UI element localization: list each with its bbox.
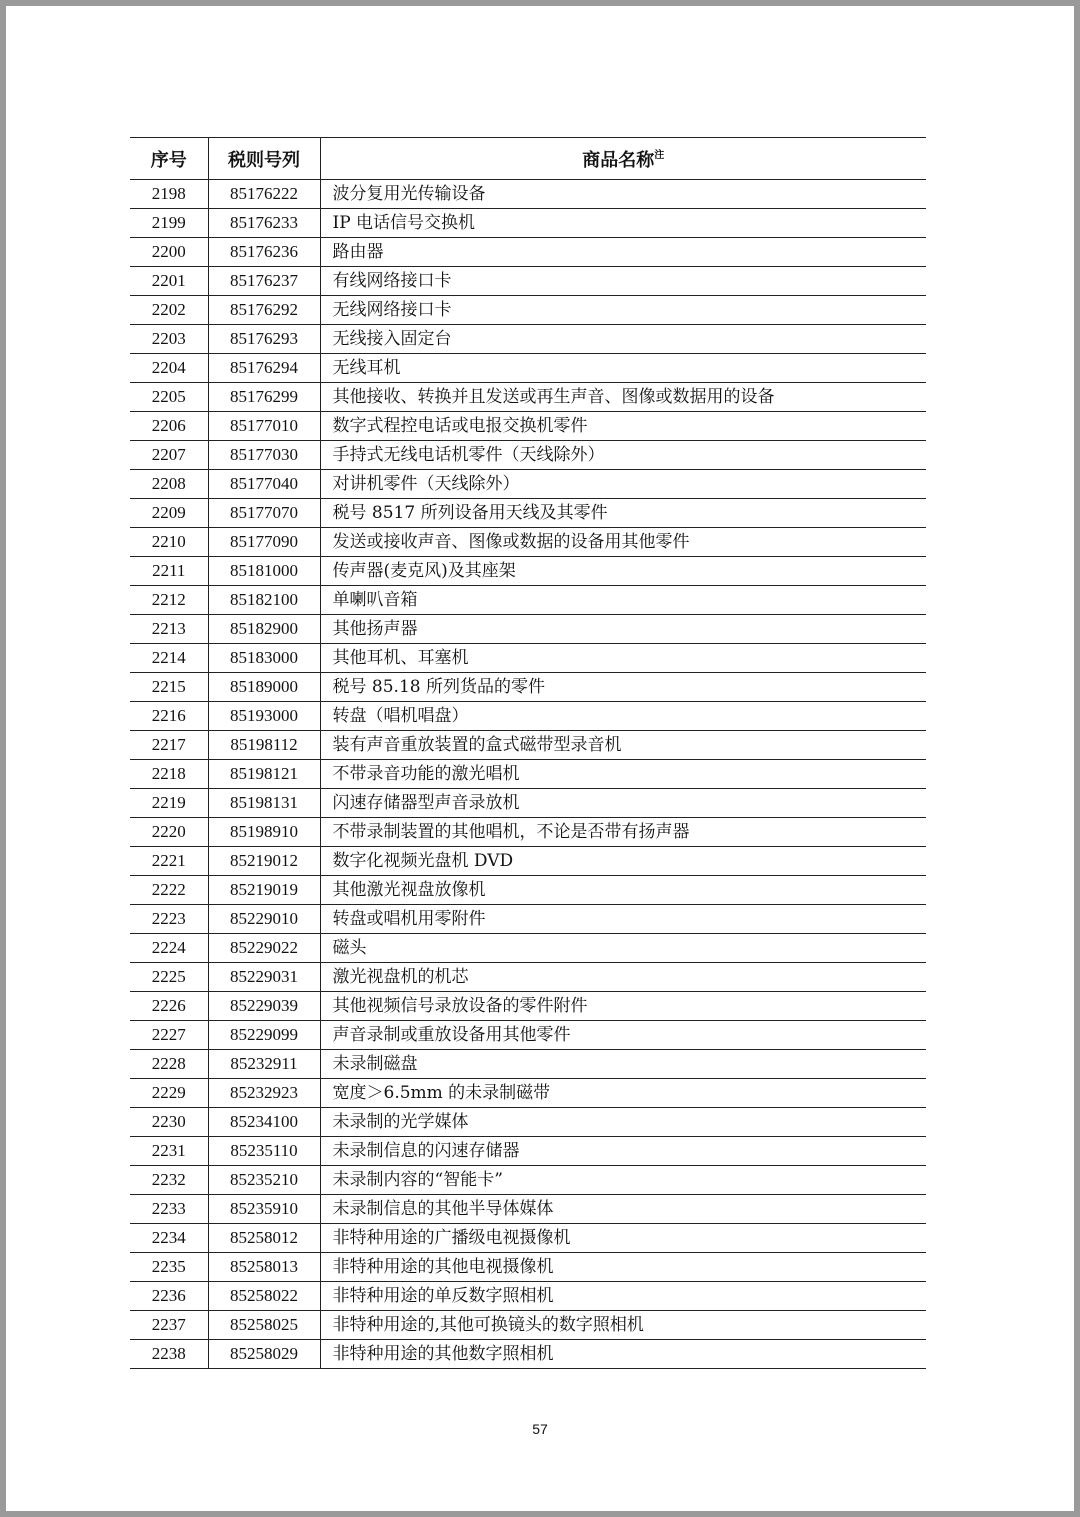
table-row (130, 267, 926, 296)
tariff-code-cell: 85193000 (208, 702, 320, 731)
table-row (130, 1137, 926, 1166)
serial-number-cell: 2231 (130, 1137, 208, 1166)
tariff-code-cell: 85176293 (208, 325, 320, 354)
table-row (130, 1050, 926, 1079)
tariff-code-cell: 85176292 (208, 296, 320, 325)
table-row (130, 963, 926, 992)
tariff-code-cell: 85229039 (208, 992, 320, 1021)
product-name-cell: 单喇叭音箱 (320, 586, 926, 615)
tariff-code-cell: 85182900 (208, 615, 320, 644)
tariff-code-cell: 85229031 (208, 963, 320, 992)
table-row (130, 296, 926, 325)
table-row (130, 644, 926, 673)
table-row (130, 557, 926, 586)
tariff-code-cell: 85258022 (208, 1282, 320, 1311)
product-name-cell: 激光视盘机的机芯 (320, 963, 926, 992)
table-row (130, 441, 926, 470)
product-name-cell: 对讲机零件（天线除外） (320, 470, 926, 499)
product-name-cell: 其他视频信号录放设备的零件附件 (320, 992, 926, 1021)
tariff-code-cell: 85258012 (208, 1224, 320, 1253)
tariff-code-cell: 85258029 (208, 1340, 320, 1369)
product-name-cell: 装有声音重放装置的盒式磁带型录音机 (320, 731, 926, 760)
tariff-code-cell: 85177010 (208, 412, 320, 441)
serial-number-cell: 2206 (130, 412, 208, 441)
product-name-cell: 其他扬声器 (320, 615, 926, 644)
tariff-code-cell: 85229099 (208, 1021, 320, 1050)
serial-number-cell: 2216 (130, 702, 208, 731)
table-body (130, 180, 926, 1369)
tariff-code-cell: 85189000 (208, 673, 320, 702)
tariff-code-cell: 85229022 (208, 934, 320, 963)
header-tariff-code: 税则号列 (208, 138, 320, 180)
tariff-code-cell: 85198112 (208, 731, 320, 760)
product-name-cell: 波分复用光传输设备 (320, 180, 926, 209)
serial-number-cell: 2209 (130, 499, 208, 528)
table-row (130, 1340, 926, 1369)
serial-number-cell: 2235 (130, 1253, 208, 1282)
tariff-code-cell: 85176222 (208, 180, 320, 209)
table-row (130, 383, 926, 412)
table-row (130, 1253, 926, 1282)
tariff-code-cell: 85235110 (208, 1137, 320, 1166)
table-row (130, 1195, 926, 1224)
product-name-cell: 磁头 (320, 934, 926, 963)
product-name-cell: 未录制的光学媒体 (320, 1108, 926, 1137)
page-number: 57 (532, 1421, 548, 1437)
product-name-cell: 不带录制装置的其他唱机，不论是否带有扬声器 (320, 818, 926, 847)
serial-number-cell: 2226 (130, 992, 208, 1021)
tariff-code-cell: 85198910 (208, 818, 320, 847)
table-row (130, 528, 926, 557)
product-name-cell: IP 电话信号交换机 (320, 209, 926, 238)
serial-number-cell: 2215 (130, 673, 208, 702)
tariff-table (130, 137, 926, 1369)
serial-number-cell: 2198 (130, 180, 208, 209)
tariff-code-cell: 85258025 (208, 1311, 320, 1340)
serial-number-cell: 2207 (130, 441, 208, 470)
serial-number-cell: 2217 (130, 731, 208, 760)
product-name-cell: 声音录制或重放设备用其他零件 (320, 1021, 926, 1050)
serial-number-cell: 2228 (130, 1050, 208, 1079)
product-name-cell: 无线网络接口卡 (320, 296, 926, 325)
tariff-code-cell: 85229010 (208, 905, 320, 934)
table-row (130, 180, 926, 209)
tariff-code-cell: 85176299 (208, 383, 320, 412)
product-name-cell: 非特种用途的广播级电视摄像机 (320, 1224, 926, 1253)
serial-number-cell: 2222 (130, 876, 208, 905)
product-name-cell: 税号 8517 所列设备用天线及其零件 (320, 499, 926, 528)
product-name-cell: 非特种用途的其他数字照相机 (320, 1340, 926, 1369)
serial-number-cell: 2229 (130, 1079, 208, 1108)
tariff-code-cell: 85232923 (208, 1079, 320, 1108)
product-name-cell: 未录制信息的闪速存储器 (320, 1137, 926, 1166)
serial-number-cell: 2219 (130, 789, 208, 818)
product-name-cell: 其他耳机、耳塞机 (320, 644, 926, 673)
table-row (130, 325, 926, 354)
serial-number-cell: 2211 (130, 557, 208, 586)
product-name-cell: 数字式程控电话或电报交换机零件 (320, 412, 926, 441)
serial-number-cell: 2234 (130, 1224, 208, 1253)
table-row (130, 905, 926, 934)
table-row (130, 702, 926, 731)
tariff-code-cell: 85177070 (208, 499, 320, 528)
tariff-code-cell: 85177040 (208, 470, 320, 499)
product-name-cell: 转盘或唱机用零附件 (320, 905, 926, 934)
table-row (130, 818, 926, 847)
serial-number-cell: 2205 (130, 383, 208, 412)
tariff-code-cell: 85177090 (208, 528, 320, 557)
tariff-code-cell: 85176236 (208, 238, 320, 267)
serial-number-cell: 2212 (130, 586, 208, 615)
serial-number-cell: 2218 (130, 760, 208, 789)
header-product-name-label: 商品名称 (582, 149, 655, 171)
product-name-cell: 非特种用途的其他电视摄像机 (320, 1253, 926, 1282)
serial-number-cell: 2238 (130, 1340, 208, 1369)
product-name-cell: 传声器(麦克风)及其座架 (320, 557, 926, 586)
product-name-cell: 无线接入固定台 (320, 325, 926, 354)
product-name-cell: 非特种用途的,其他可换镜头的数字照相机 (320, 1311, 926, 1340)
table-header-row (130, 138, 926, 180)
serial-number-cell: 2208 (130, 470, 208, 499)
serial-number-cell: 2201 (130, 267, 208, 296)
product-name-cell: 税号 85.18 所列货品的零件 (320, 673, 926, 702)
table-row (130, 934, 926, 963)
serial-number-cell: 2236 (130, 1282, 208, 1311)
serial-number-cell: 2220 (130, 818, 208, 847)
serial-number-cell: 2224 (130, 934, 208, 963)
tariff-code-cell: 85181000 (208, 557, 320, 586)
tariff-code-cell: 85198131 (208, 789, 320, 818)
serial-number-cell: 2223 (130, 905, 208, 934)
table-row (130, 354, 926, 383)
table-row (130, 1108, 926, 1137)
table-row (130, 731, 926, 760)
tariff-code-cell: 85176233 (208, 209, 320, 238)
product-name-cell: 非特种用途的单反数字照相机 (320, 1282, 926, 1311)
document-page (6, 6, 1074, 1511)
product-name-cell: 不带录音功能的激光唱机 (320, 760, 926, 789)
table-row (130, 615, 926, 644)
table-row (130, 470, 926, 499)
product-name-cell: 宽度＞6.5mm 的未录制磁带 (320, 1079, 926, 1108)
table-row (130, 1282, 926, 1311)
table-row (130, 1021, 926, 1050)
product-name-cell: 未录制磁盘 (320, 1050, 926, 1079)
product-name-cell: 发送或接收声音、图像或数据的设备用其他零件 (320, 528, 926, 557)
tariff-code-cell: 85182100 (208, 586, 320, 615)
serial-number-cell: 2232 (130, 1166, 208, 1195)
product-name-cell: 转盘（唱机唱盘） (320, 702, 926, 731)
table-row (130, 1224, 926, 1253)
tariff-code-cell: 85235210 (208, 1166, 320, 1195)
tariff-code-cell: 85219012 (208, 847, 320, 876)
tariff-code-cell: 85183000 (208, 644, 320, 673)
product-name-cell: 有线网络接口卡 (320, 267, 926, 296)
table-row (130, 412, 926, 441)
tariff-code-cell: 85198121 (208, 760, 320, 789)
tariff-code-cell: 85219019 (208, 876, 320, 905)
serial-number-cell: 2199 (130, 209, 208, 238)
product-name-cell: 其他激光视盘放像机 (320, 876, 926, 905)
table-row (130, 760, 926, 789)
serial-number-cell: 2213 (130, 615, 208, 644)
table-row (130, 1166, 926, 1195)
product-name-cell: 手持式无线电话机零件（天线除外） (320, 441, 926, 470)
table-row (130, 586, 926, 615)
tariff-code-cell: 85258013 (208, 1253, 320, 1282)
tariff-code-cell: 85177030 (208, 441, 320, 470)
tariff-code-cell: 85176237 (208, 267, 320, 296)
table-row (130, 876, 926, 905)
table-row (130, 789, 926, 818)
header-note-marker: 注 (654, 149, 665, 161)
table-row (130, 992, 926, 1021)
serial-number-cell: 2204 (130, 354, 208, 383)
serial-number-cell: 2200 (130, 238, 208, 267)
tariff-code-cell: 85234100 (208, 1108, 320, 1137)
serial-number-cell: 2202 (130, 296, 208, 325)
table-row (130, 1311, 926, 1340)
serial-number-cell: 2214 (130, 644, 208, 673)
product-name-cell: 未录制内容的“智能卡” (320, 1166, 926, 1195)
product-name-cell: 数字化视频光盘机 DVD (320, 847, 926, 876)
serial-number-cell: 2233 (130, 1195, 208, 1224)
serial-number-cell: 2227 (130, 1021, 208, 1050)
product-name-cell: 未录制信息的其他半导体媒体 (320, 1195, 926, 1224)
tariff-code-cell: 85176294 (208, 354, 320, 383)
tariff-code-cell: 85232911 (208, 1050, 320, 1079)
table-row (130, 209, 926, 238)
header-serial-number: 序号 (130, 138, 208, 180)
product-name-cell: 无线耳机 (320, 354, 926, 383)
serial-number-cell: 2237 (130, 1311, 208, 1340)
table-row (130, 238, 926, 267)
table-row (130, 673, 926, 702)
serial-number-cell: 2210 (130, 528, 208, 557)
header-product-name (320, 138, 926, 180)
tariff-code-cell: 85235910 (208, 1195, 320, 1224)
serial-number-cell: 2221 (130, 847, 208, 876)
serial-number-cell: 2225 (130, 963, 208, 992)
table-row (130, 1079, 926, 1108)
serial-number-cell: 2203 (130, 325, 208, 354)
product-name-cell: 闪速存储器型声音录放机 (320, 789, 926, 818)
serial-number-cell: 2230 (130, 1108, 208, 1137)
product-name-cell: 路由器 (320, 238, 926, 267)
table-row (130, 499, 926, 528)
product-name-cell: 其他接收、转换并且发送或再生声音、图像或数据用的设备 (320, 383, 926, 412)
table-row (130, 847, 926, 876)
